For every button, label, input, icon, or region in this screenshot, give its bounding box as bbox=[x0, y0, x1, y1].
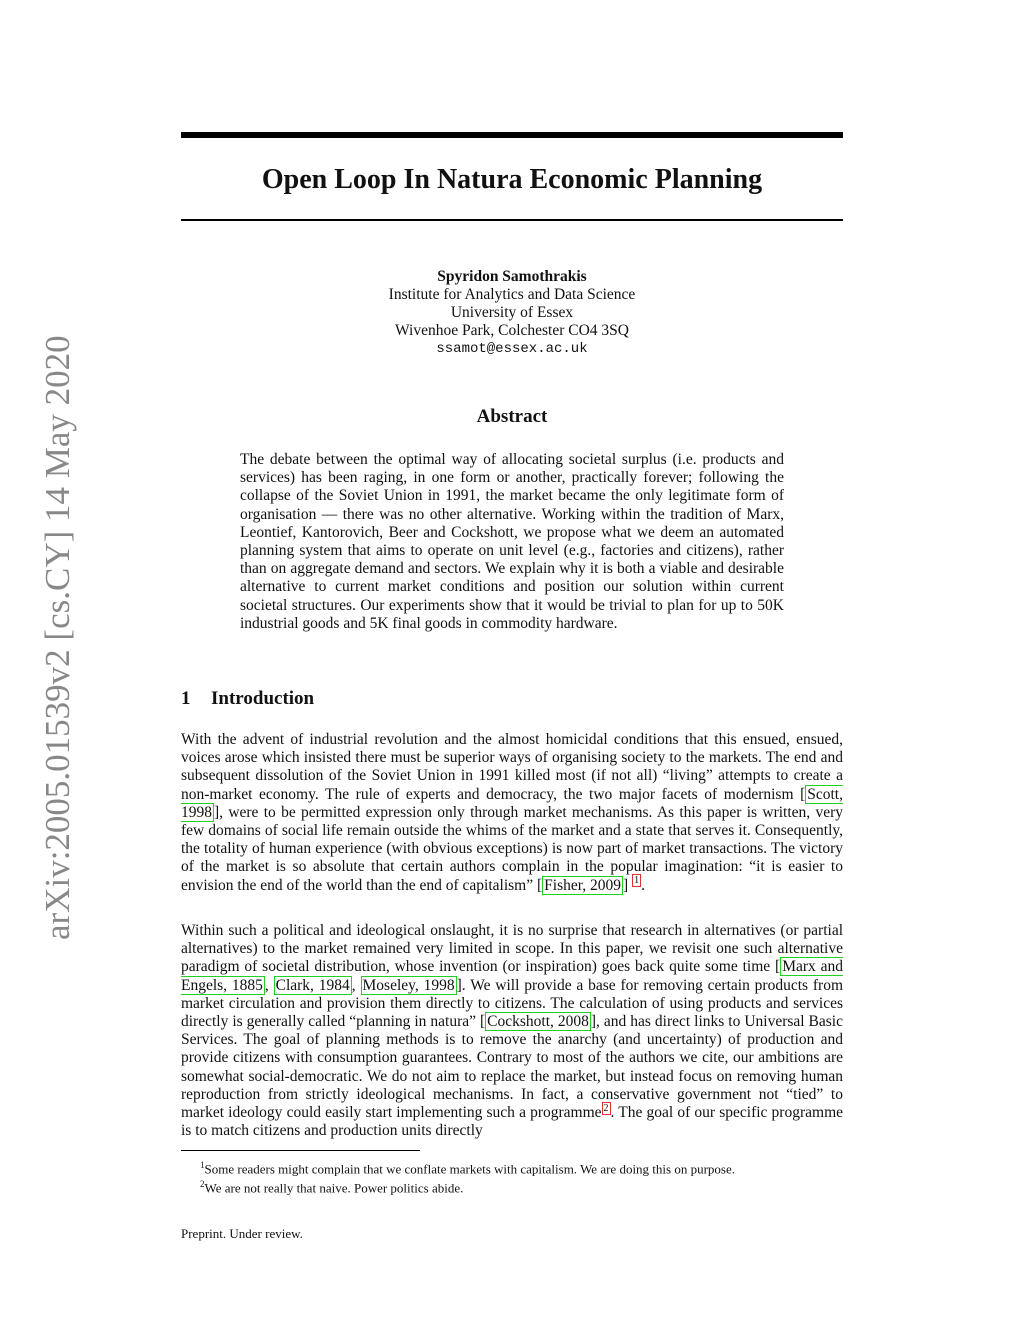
paragraph-text: , bbox=[264, 976, 274, 994]
footnote-ref-2[interactable]: 2 bbox=[603, 1102, 609, 1114]
footnote-text: We are not really that naive. Power politics abide. bbox=[204, 1180, 464, 1196]
citation-link[interactable]: Marx and Engels, 1885 bbox=[181, 958, 844, 994]
footnote-mark: 2 bbox=[200, 1179, 205, 1189]
title-bottom-rule bbox=[181, 219, 843, 221]
paragraph-text: ]. We will provide a base for removing certain products from market circulation and provision them directly to citizens. The calculation of using products and services directly is generally called “planning in natura” [ bbox=[181, 976, 844, 1031]
title-top-rule bbox=[181, 132, 843, 138]
section-title: Introduction bbox=[211, 688, 315, 709]
abstract-heading: Abstract bbox=[476, 406, 548, 427]
footnote-text: Some readers might complain that we conflate markets with capitalism. We are doing this on purpose. bbox=[204, 1161, 735, 1177]
arxiv-identifier: arXiv:2005.01539v2 [cs.CY] 14 May 2020 bbox=[38, 335, 77, 940]
paragraph-text: , bbox=[351, 976, 361, 994]
citation-link[interactable]: Scott, 1998 bbox=[181, 785, 843, 821]
author-email[interactable]: ssamot@essex.ac.uk bbox=[436, 341, 588, 357]
citation-link[interactable]: Clark, 1984 bbox=[275, 976, 350, 994]
paragraph-text: ], and has direct links to Universal Basic Services. The goal of planning methods is to remove the anarchy (and uncertainty) of production and provide citizens with consumption guarantees. Contrary to most of the authors we cite, our ambitions are somewhat social-democratic. We do not aim to replace the market, but instead focus on removing human reproduction from strictly ideological mechanisms. In fact, a conservative government not “tied” to market ideology could easily start implementing such a programme bbox=[181, 1013, 843, 1122]
citation-link[interactable]: Fisher, 2009 bbox=[544, 876, 622, 894]
author-block bbox=[181, 268, 843, 358]
footnote-ref-1[interactable]: 1 bbox=[634, 875, 640, 887]
paragraph-text: ] bbox=[623, 876, 633, 894]
paragraph-text: . The goal of our specific programme is to match citizens and production units directly bbox=[181, 1104, 844, 1140]
author-name: Spyridon Samothrakis bbox=[437, 268, 587, 285]
paragraph-text: . bbox=[641, 876, 645, 894]
paragraph-text: Within such a political and ideological onslaught, it is no surprise that research in alternatives (or partial alternatives) to the market remained very limited in scope. In this paper, we revisit one such alternative paradigm of societal distribution, whose invention (or inspiration) goes back quite some time [ bbox=[181, 922, 843, 976]
preprint-footer: Preprint. Under review. bbox=[181, 1226, 303, 1241]
section-number: 1 bbox=[181, 688, 191, 709]
footnote-1 bbox=[200, 1157, 735, 1177]
author-address: Wivenhoe Park, Colchester CO4 3SQ bbox=[395, 322, 629, 339]
section-heading bbox=[181, 688, 314, 710]
paragraph-text: ], were to be permitted expression only through market mechanisms. As this paper is written, very few domains of social life remain outside the whims of the market and a state that serves it. Consequently, the totality of human experience (with obvious exceptions) is now part of market transactions. The victory of the market is so absolute that certain authors complain in the popular imagination: “it is easier to envision the end of the world than the end of capitalism” [ bbox=[181, 803, 843, 894]
footnote-2 bbox=[200, 1176, 463, 1196]
citation-link[interactable]: Cockshott, 2008 bbox=[487, 1013, 589, 1031]
intro-paragraph-2 bbox=[181, 922, 843, 1140]
author-affiliation: Institute for Analytics and Data Science bbox=[388, 286, 636, 303]
footnote-mark: 1 bbox=[200, 1160, 205, 1170]
abstract-text: The debate between the optimal way of allocating societal surplus (i.e. products and services) has been raging, in one form or another, practically forever; following the collapse of the Soviet Union in 1991, the market became the only legitimate form of organisation — there was no other alternative. Working within the tradition of Marx, Leontief, Kantorovich, Beer and Cockshott, we propose what we deem an automated planning system that aims to operate on unit level (e.g., factories and citizens), rather than on aggregate demand and sectors. We explain why it is both a viable and desirable alternative to current market conditions and position our solution within current societal structures. Our experiments show that it would be trivial to plan for up to 50K industrial goods and 5K final goods in commodity hardware. bbox=[240, 451, 784, 632]
footnote-rule bbox=[181, 1150, 420, 1151]
paragraph-text: With the advent of industrial revolution and the almost homicidal conditions that this ensued, ensued, voices arose which insisted there must be superior ways of organising society to the markets. The end and subsequent dissolution of the Soviet Union in 1991 killed most (if not all) “living” attempts to create a non-market economy. The rule of experts and democracy, the two major facets of modernism [ bbox=[181, 731, 843, 803]
paper-title: Open Loop In Natura Economic Planning bbox=[261, 164, 763, 195]
citation-link[interactable]: Moseley, 1998 bbox=[362, 976, 455, 994]
author-university: University of Essex bbox=[450, 304, 574, 321]
intro-paragraph-1 bbox=[181, 731, 843, 895]
